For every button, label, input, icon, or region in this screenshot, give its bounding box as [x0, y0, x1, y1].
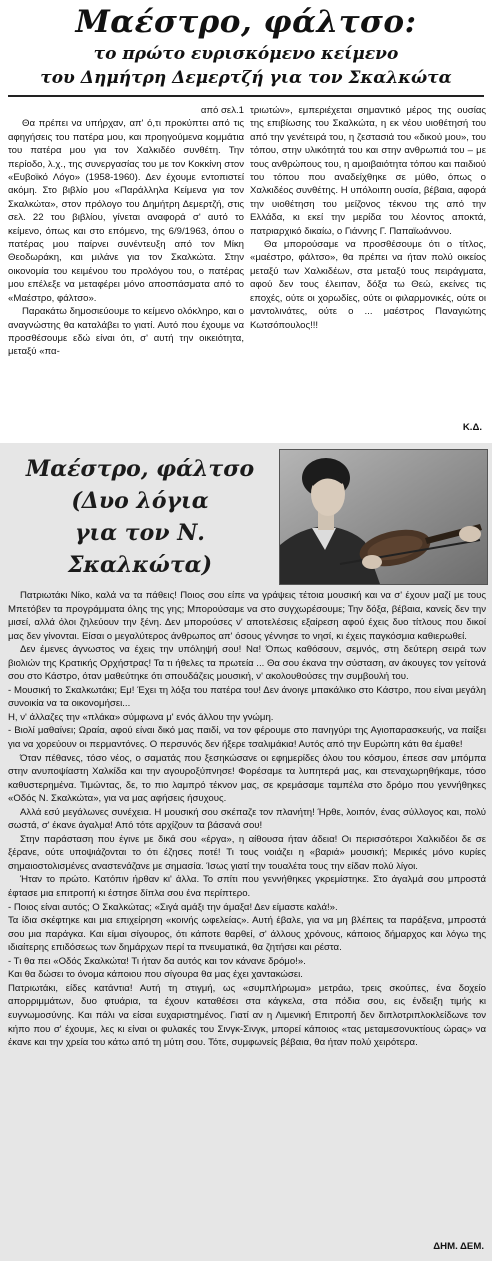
- body-paragraph: - Μουσική το Σκαλκωτάκι; Εμ! Έχει τη λόξα του πατέρα του! Δεν άνοιγε μπακάλικο στο Κάστρο, που είναι μεγάλη συνοικία να τα οικονομήσει...: [8, 684, 486, 710]
- intro-paragraph: Θα μπορούσαμε να προσθέσουμε ότι ο τίτλος, «μαέστρο, φάλτσο», θα πρέπει να ήταν πολύ οικείος μεταξύ των Χαλκιδέων, στα μεταξύ τους πειράγματα, αφού δεν τους έλειπαν, δόξα τω Θεώ, εκείνες τις εποχές, ούτε οι χορωδίες, ούτε οι φιλαρμονικές, ούτε οι μαντολινάτες, ούτε ο ... μαέστρος Παναγιώτης Κωτσόπουλος!!!: [250, 239, 486, 331]
- main-article-title: [2, 453, 278, 581]
- intro-paragraph: Θα πρέπει να υπήρχαν, απ' ό,τι προκύπτει από τις αφηγήσεις του πατέρα μου, και προηγούμενα κομμάτια του πατέρα μου για τον Χαλκιδέο συνθέτη. Την περίοδο, λ.χ., της συνεργασίας του με τον Κοκκίνη στον «Ευβοϊκό Λόγο» (1958-1960). Δεν έχουμε εντοπιστεί ακόμη. Στο βιβλίο μου «Παράλληλα Κείμενα για τον Σκαλκώτα», στον πρόλογο του Δημήτρη Δεμερτζή, στις σελ. 22 του βιβλίου, γίνεται αναφορά σ' αυτό το κείμενο, όπως και στο επόμενο, της 6/9/1963, όπου ο πατέρας μου παίρνει συνέντευξη από τον Μίκη Θεοδωράκη, και μιλάνε για τον Σκαλκώτα. Στην οικονομία του κειμένου του προλόγου του, ο πατέρας μου επέλεξε να μεταφέρει μόνο αποσπάσματα από το «Μαέστρο, φάλτσο».: [8, 118, 244, 304]
- body-paragraph: - Ποιος είναι αυτός; Ο Σκαλκώτας; «Σιγά αμάξι την άμαξα! Δεν είμαστε καλά!».: [8, 901, 338, 913]
- main-title-line2: (Δυο λόγια: [71, 488, 209, 514]
- body-paragraph: Στην παράσταση που έγινε με δικά σου «έργα», η αίθουσα ήταν άδεια! Οι περισσότεροι Χαλκιδέοι δε σε ξέρανε, ούτε υποψιάζονται το ότι έζησες ποτέ! Τι τους νοιάζει η «βαριά» μουσική; Μερικές μόνο κυρίες σημαιοστολισμένες αναστενάζανε με σημασία. Ίσως γιατί την τουαλέτα τους την είδαν πολύ λίγοι.: [8, 833, 486, 872]
- title-divider: [8, 95, 484, 97]
- body-paragraph: Ήταν το πρώτο. Κατόπιν ήρθαν κι' άλλα. Το σπίτι που γεννήθηκες γκρεμίστηκε. Στο άγαλμά σου μπροστά έφτασε μια επιτροπή κι έστησε δίπλα σου ένα περίπτερο.: [8, 874, 486, 900]
- intro-subtitle-line2: του Δημήτρη Δεμερτζή για τον Σκαλκώτα: [40, 68, 452, 88]
- violinist-photo: [279, 449, 488, 585]
- body-paragraph: Αλλά εσύ μεγάλωνες συνέχεια. Η μουσική σου σκέπαζε τον πλανήτη! Ήρθε, λοιπόν, ένας σύλλογος και, πολύ σωστά, σ' έκανε άγαλμα! Από τότε αρχίζουν τα βάσανά σου!: [8, 806, 486, 832]
- body-paragraph: Πατριωτάκι Νίκο, καλά να τα πάθεις! Ποιος σου είπε να γράψεις τέτοια μουσική και να σ' έχουν μαζί με τους Μπετόβεν τα προγράμματα όλης της γης; Μπορούσαμε να στο συγχωρέσουμε; Την δόξα, βέβαια, κανείς δεν την μισεί, αλλά όλοι ζηλεύουν την ξένη. Δεν μπορούσες ν' αποτελέσεις εξαίρεση αφού έχεις δυο τίτλους που δικοί μας δεν γίνονται. Είσαι ο μεγαλύτερος άνθρωπος απ' όσους γέννησε το νησί, κι έχεις παγκόσμια καθιερωθεί.: [8, 590, 486, 642]
- main-article-signature: ΔΗΜ. ΔΕΜ.: [433, 1241, 484, 1252]
- main-article: [0, 443, 492, 1261]
- continued-from: από σελ.1: [200, 105, 244, 116]
- body-paragraph: Όταν πέθανες, τόσο νέος, ο σαματάς που ξεσηκώσανε οι εφημερίδες όλου του κόσμου, έπεσε σαν μπόμπα στην ανυποψίαστη Χαλκίδα και την αγουροξύπνησε! Φορέσαμε τα λυπητερά μας, και στεναχωρηθήκαμε, τόσο καθυστερημένα. Τιμώντας, δε, το πιο λαμπρό τέκνον μας, σε κρεμάσαμε ταμπέλα στο δρόμο που γεννήθηκες «Οδός Ν. Σκαλκώτα», για να μας αφήσεις ήσυχους.: [8, 752, 486, 805]
- body-paragraph: Η, ν' άλλαζες την «πλάκα» σύμφωνα μ' ενός άλλου την γνώμη.: [8, 711, 274, 723]
- intro-article: [0, 0, 492, 443]
- main-title-line3: για τον Ν. Σκαλκώτα): [68, 520, 212, 578]
- intro-signature: Κ.Δ.: [462, 422, 482, 433]
- body-paragraph: Δεν έμενες άγνωστος να έχεις την υπόληψή σου! Να! Όπως καθόσουν, σεμνός, στη δεύτερη σειρά των βιολιών της Κρατικής Ορχήστρας! Τα τι ήθελες τα πρωτεία ... Θα σου έκανα την σύσταση, αν άκουγες τον γείτονά σου στο Κάστρο, όταν μαθεύτηκε ότι σπουδάζεις μουσική, ν' ακολουθούσες την συμβουλή του.: [8, 644, 486, 683]
- intro-column-left: [8, 104, 244, 359]
- intro-paragraph: Παρακάτω δημοσιεύουμε το κείμενο ολόκληρο, και ο αναγνώστης θα καταλάβει το γιατί. Αυτό που έχουμε να προσθέσουμε εδώ είναι ότι, σ' αυτή την οικειότητα, μεταξύ «πα-: [8, 306, 244, 358]
- main-article-body: [8, 589, 486, 1050]
- intro-paragraph: τριωτών», εμπεριέχεται σημαντικό μέρος της ουσίας της επιβίωσης του Σκαλκώτα, η εκ νέου υιοθέτησή του από την γενέτειρά του, η ζεστασιά του «δικού μου», του τόπου, στην υλικότητά του και στην ανθρωπιά του – με τους ανθρώπους του, η αμοιβαιότητα τόπου και παιδιού του τόπου που αναδείχθηκε σε μύθο, όπως ο Χαλκιδέος συνθέτης. Η υπόλοιπη ουσία, βέβαια, αφορά την υιοθέτηση του μείζονος τέκνου της από την Ελλάδα, κι εκεί την μερίδα του λέοντος αποκτά, πατριαρχικό δικαίω, ο Γιάννης Γ. Παπαϊωάννου.: [250, 105, 486, 237]
- body-paragraph: Πατριωτάκι, είδες κατάντια! Αυτή τη στιγμή, ως «συμπλήρωμα» μετράω, τρεις σκούπες, ένα δοχείο απορριμμάτων, δυο φτυάρια, τα έχουν καταθέσει στα κάγκελα, στα πόδια σου, εις ένδειξη τιμής κι ευγνωμοσύνης. Και πάλι να είσαι ευχαριστημένος. Γιατί αν η Λιμενική Επιτροπή δεν διπλοτριπλοκλείδωνε τον κήπο που σ' έχουμε, λες κι είναι οι φυλακές του Σινγκ-Σινγκ, μπορεί κάποιος «τας μεταμεσονυκτίους ώρας» να έκανε και την χρεία του κάτω από τη μύτη σου. Τότε, συμφωνείς βέβαια, θα ήταν πολύ χειρότερα.: [8, 982, 486, 1049]
- intro-column-right: [250, 104, 486, 332]
- body-paragraph: - Βιολί μαθαίνει; Ωραία, αφού είναι δικό μας παιδί, να τον φέρουμε στο πανηγύρι της Αγιοπαρασκευής, να παίξει για να χορεύουν οι περμαντόνες. Ο περσυνός δεν ήξερε τσαλιμάκια! Αυτός από την Ευρώπη κάτι θα έμαθε!: [8, 725, 486, 751]
- body-paragraph: Τα ίδια σκέφτηκε και μια επιχείρηση «κοινής ωφελείας». Αυτή έβαλε, για να μη βλέπεις τα παράξενα, μπροστά σου μια παράγκα. Και είμαι σίγουρος, ότι κάποτε θαρθεί, σ' άλλους χρόνους, κάποιος δήμαρχος και λόγω της ιδιαίτερης επιδόσεως των δημάρχων περί τα πνευματικά, θα ζητήσει και ρέστα.: [8, 915, 486, 954]
- main-title-line1: Μαέστρο, φάλτσο: [25, 456, 255, 482]
- intro-subtitle-line1: το πρώτο ευρισκόμενο κείμενο: [93, 44, 399, 64]
- body-paragraph: Και θα δώσει το όνομα κάποιου που σίγουρα θα μας έχει χαντακώσει.: [8, 969, 303, 981]
- body-paragraph: - Τι θα πει «Οδός Σκαλκώτα! Τι ήταν δα αυτός και τον κάνανε δρόμο!».: [8, 955, 306, 967]
- violinist-photo-icon: [280, 450, 487, 584]
- intro-title: Μαέστρο, φάλτσο:: [75, 4, 417, 40]
